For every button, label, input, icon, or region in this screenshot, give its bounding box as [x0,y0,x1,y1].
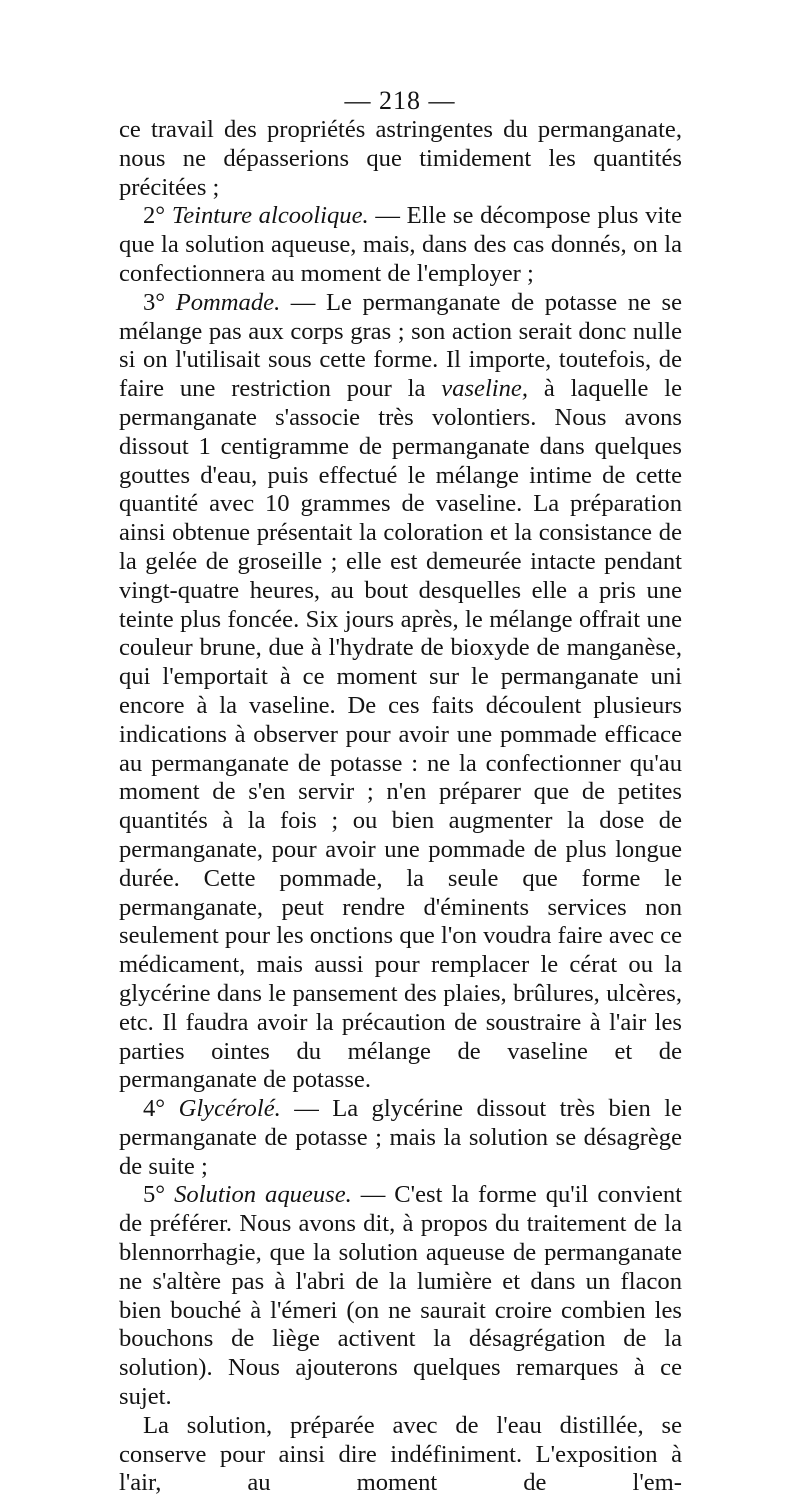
paragraph-teinture-alcoolique [119,202,682,288]
paragraph-text: à laquelle le permanganate s'associe très volontiers. Nous avons dissout 1 centigramme de permanganate dans quelques gouttes d'eau, puis effectué le mélange intime de cette quantité avec 10 grammes de vaseline. La préparation ainsi obtenue présentait la coloration et la consistance de la gelée de groseille ; elle est demeurée intacte pendant vingt-quatre heures, au bout desquelles elle a pris une teinte plus foncée. Six jours après, le mélange offrait une couleur brune, due à l'hydrate de bioxyde de manganèse, qui l'emportait à ce moment sur le permanganate uni encore à la vaseline. De ces faits découlent plusieurs indications à observer pour avoir une pommade efficace au permanganate de potasse : ne la confectionner qu'au moment de s'en servir ; n'en préparer que de petites quantités à la fois ; ou bien augmenter la dose de permanganate, pour avoir une pommade de plus longue durée. Cette pommade, la seule que forme le permanganate, peut rendre d'éminents services non seulement pour les onctions que l'on voudra faire avec ce médicament, mais aussi pour remplacer le cérat ou la glycérine dans le pansement des plaies, brûlures, ulcères, etc. Il faudra avoir la précaution de soustraire à l'air les parties ointes du mélange de vaseline et de permanganate de potasse. [119,375,683,1094]
item-title: Pommade. [175,288,281,316]
paragraph-text: — La glycérine dissout très bien le permanganate de potasse ; mais la solution se désagrège de suite ; [119,1095,682,1180]
paragraph-text: ce travail des propriétés astringentes du permanganate, nous ne dépasserions que timidement les quantités précitées ; [119,116,682,201]
item-title: Glycérolé. [178,1095,281,1123]
paragraph-text: — C'est la forme qu'il convient de préférer. Nous avons dit, à propos du traitement de la blennorrhagie, que la solution aqueuse de permanganate ne s'altère pas à l'abri de la lumière et dans un flacon bien bouché à l'émeri (on ne saurait croire combien les bouchons de liège activent la désagrégation de la solution). Nous ajouterons quelques remarques à ce sujet. [119,1181,683,1411]
item-number: 2° [143,202,166,230]
page-body [119,116,682,1498]
paragraph-pommade [119,289,682,1095]
paragraph-solution-preparation [119,1412,682,1498]
paragraph-solution-aqueuse [119,1181,682,1411]
paragraph-text: — Elle se décompose plus vite que la solution aqueuse, mais, dans des cas donnés, on la confectionnera au moment de l'employer ; [119,202,682,287]
paragraph-text: — Le permanganate de potasse ne se mélange pas aux corps gras ; son action serait donc nulle si on l'utilisait sous cette forme. Il importe, toutefois, de faire une restriction pour la [119,288,682,403]
italic-term: vaseline, [441,375,528,403]
item-number: 3° [143,288,166,316]
paragraph-text: La solution, préparée avec de l'eau distillée, se conserve pour ainsi dire indéfiniment. L'exposition à l'air, au moment de l'em- [119,1411,682,1497]
page-number: — 218 — [344,86,456,115]
item-number: 4° [143,1095,166,1123]
paragraph-continuation [119,116,682,202]
item-number: 5° [143,1181,166,1209]
item-title: Teinture alcoolique. [171,202,369,230]
paragraph-glycerole [119,1095,682,1181]
item-title: Solution aqueuse. [174,1181,352,1209]
